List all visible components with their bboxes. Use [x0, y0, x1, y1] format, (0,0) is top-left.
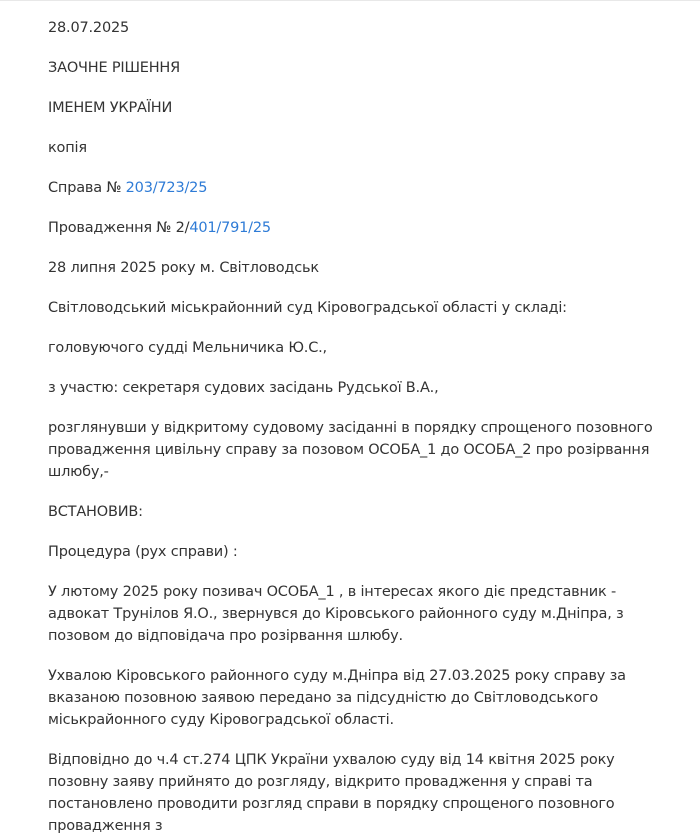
document-subtitle: ІМЕНЕМ УКРАЇНИ: [48, 100, 173, 116]
case-number-line: [48, 177, 660, 199]
proceeding-number-line: [48, 217, 660, 239]
court-name: Світловодський міськрайонний суд Кіровоградської області у складі:: [48, 300, 567, 316]
presiding-judge: головуючого судді Мельничика Ю.С.,: [48, 340, 327, 356]
document-title: ЗАОЧНЕ РІШЕННЯ: [48, 60, 181, 76]
considering-paragraph: розглянувши у відкритому судовому засіданні в порядку спрощеного позовного провадження цивільну справу за позовом ОСОБА_1 до ОСОБА_2 про розірвання шлюбу,-: [48, 420, 653, 480]
proceeding-label: Провадження № 2/: [48, 220, 190, 236]
proceeding-number-link[interactable]: 401/791/25: [189, 220, 271, 236]
date-place: 28 липня 2025 року м. Світловодськ: [48, 260, 319, 276]
body-paragraph: Ухвалою Кіровського районного суду м.Дніпра від 27.03.2025 року справу за вказаною позовною заявою передано за підсудністю до Світловодського міськрайонного суду Кіровоградської області.: [48, 668, 626, 728]
case-number-link[interactable]: 203/723/25: [125, 180, 208, 196]
court-secretary: з участю: секретаря судових засідань Рудської В.А.,: [48, 380, 439, 396]
body-paragraph: У лютому 2025 року позивач ОСОБА_1 , в інтересах якого діє представник - адвокат Трунілов Я.О., звернувся до Кіровського районного суду м.Дніпра, з позовом до відповідача про розірвання шлюбу.: [48, 584, 624, 644]
established-heading: ВСТАНОВИВ:: [48, 504, 143, 520]
case-label: Справа №: [48, 180, 122, 196]
court-decision-document: [0, 1, 700, 837]
document-date: 28.07.2025: [48, 20, 130, 36]
body-paragraph: Відповідно до ч.4 ст.274 ЦПК України ухвалою суду від 14 квітня 2025 року позовну заяву прийнято до розгляду, відкрито провадження у справі та постановлено проводити розгляд справи в порядку спрощеного позовного провадження з: [48, 752, 615, 834]
procedure-heading: Процедура (рух справи) :: [48, 544, 238, 560]
copy-label: копія: [48, 140, 87, 156]
